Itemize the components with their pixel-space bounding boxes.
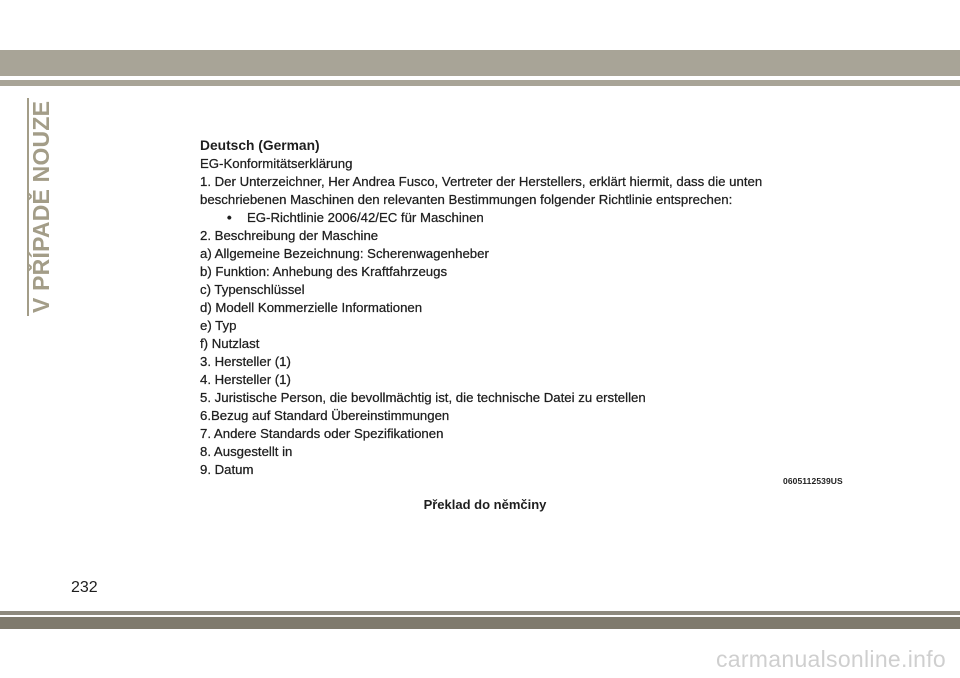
declaration-figure [200, 137, 820, 479]
declaration-line: 2. Beschreibung der Maschine [200, 228, 379, 243]
declaration-line: e) Typ [200, 318, 237, 333]
figure-code: 0605112539US [783, 476, 843, 486]
section-title: V PŘÍPADĚ NOUZE [27, 98, 55, 316]
header-rule [0, 80, 960, 86]
declaration-line: 9. Datum [200, 462, 254, 477]
watermark: carmanualsonline.info [715, 646, 946, 672]
declaration-line: b) Funktion: Anhebung des Kraftfahrzeugs [200, 264, 448, 279]
footer-rule [0, 611, 960, 615]
bullet-text: EG-Richtlinie 2006/42/EC für Maschinen [247, 210, 484, 225]
header-band [0, 50, 960, 76]
figure-caption: Překlad do němčiny [423, 497, 547, 512]
declaration-line: 3. Hersteller (1) [200, 354, 291, 369]
declaration-line: 8. Ausgestellt in [200, 444, 293, 459]
declaration-line: f) Nutzlast [200, 336, 260, 351]
footer-band [0, 617, 960, 629]
declaration-line: a) Allgemeine Bezeichnung: Scherenwagenheber [200, 246, 489, 261]
declaration-line: 7. Andere Standards oder Spezifikationen [200, 426, 444, 441]
declaration-line: d) Modell Kommerzielle Informationen [200, 300, 423, 315]
declaration-line: 1. Der Unterzeichner, Her Andrea Fusco, Vertreter der Herstellers, erklärt hiermit, dass die unten [200, 174, 763, 189]
declaration-line: c) Typenschlüssel [200, 282, 305, 297]
language-heading: Deutsch (German) [200, 138, 320, 153]
bullet-item [200, 209, 820, 227]
declaration-line: 6.Bezug auf Standard Übereinstimmungen [200, 408, 450, 423]
declaration-line: beschriebenen Maschinen den relevanten Bestimmungen folgender Richtlinie entsprechen: [200, 192, 733, 207]
page-number: 232 [71, 579, 98, 596]
declaration-title: EG-Konformitätserklärung [200, 156, 353, 171]
declaration-line: 5. Juristische Person, die bevollmächtig ist, die technische Datei zu erstellen [200, 390, 646, 405]
bullet-icon: • [227, 210, 232, 225]
declaration-line: 4. Hersteller (1) [200, 372, 291, 387]
